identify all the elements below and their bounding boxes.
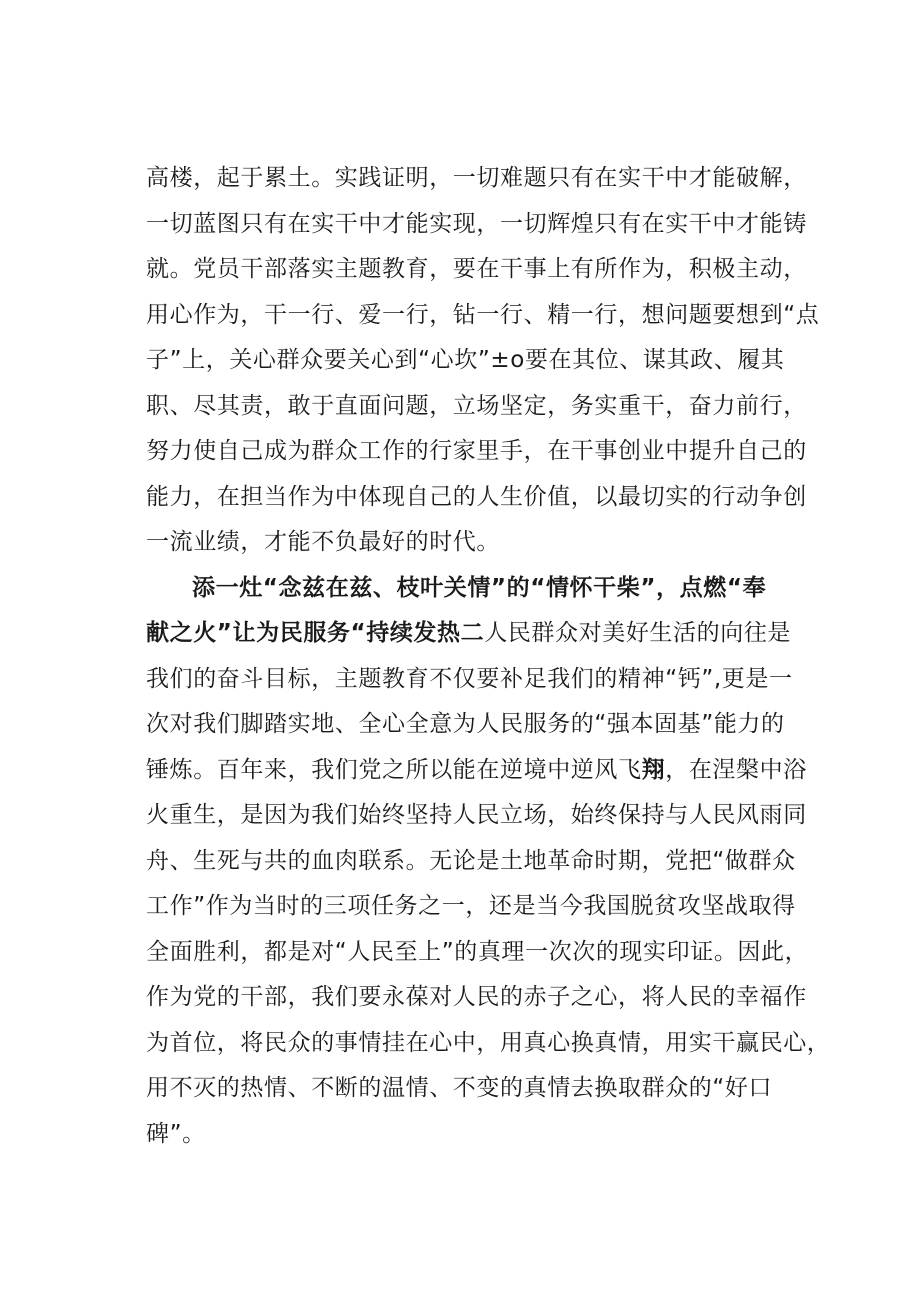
paragraph-2 <box>146 566 831 1158</box>
text-line: 碑”。 <box>146 1120 206 1147</box>
text-line: 努力使自己成为群众工作的行家里手，在干事创业中提升自己的 <box>146 438 807 464</box>
text-line: 火重生，是因为我们始终坚持人民立场，始终保持与人民风雨同 <box>146 802 807 828</box>
text-line: 工作”作为当时的三项任务之一，还是当今我国脱贫攻坚战取得 <box>146 893 796 919</box>
paragraph-heading-line: 添一灶“念兹在兹、枝叶关情”的“情怀干柴”，点燃“奉 <box>192 574 767 601</box>
text-line: 职、尽其责，敢于直面问题，立场坚定，务实重干，奋力前行， <box>146 392 807 419</box>
text-line: 次对我们脚踏实地、全心全意为人民服务的“强本固基”能力的 <box>146 711 785 737</box>
text-line: 能力，在担当作为中体现自己的人生价值，以最切实的行动争创 <box>146 483 807 510</box>
text-line: 全面胜利，都是对“人民至上”的真理一次次的现实印证。因此， <box>146 938 809 965</box>
paragraph-1 <box>146 156 820 566</box>
text-line: 一流业绩，才能不负最好的时代。 <box>146 529 500 555</box>
text-line: 我们的奋斗目标，主题教育不仅要补足我们的精神“钙”,更是一 <box>146 665 793 692</box>
text-run: 锤炼。百年来，我们党之所以能在逆境中逆风飞 <box>146 756 642 783</box>
text-line: 高楼，起于累土。实践证明，一切难题只有在实干中才能破解， <box>146 165 807 191</box>
text-line <box>146 611 792 657</box>
document-body <box>146 156 831 1157</box>
text-line: 一切蓝图只有在实干中才能实现，一切辉煌只有在实干中才能铸 <box>146 210 807 237</box>
bold-character: 翔 <box>641 756 666 783</box>
text-line: 用心作为，干一行、爱一行，钻一行、精一行，想问题要想到“点 <box>146 301 820 328</box>
text-line: 用不灭的热情、不断的温情、不变的真情去换取群众的“好口 <box>146 1075 773 1101</box>
text-line <box>146 748 807 794</box>
text-line: 舟、生死与共的血肉联系。无论是土地革命时期，党把“做群众 <box>146 847 796 874</box>
text-line: 为首位，将民众的事情挂在心中，用真心换真情，用实干赢民心， <box>146 1029 831 1056</box>
text-run: ，在涅槃中浴 <box>665 756 807 783</box>
text-line: 作为党的干部，我们要永葆对人民的赤子之心，将人民的幸福作 <box>146 984 807 1010</box>
heading-continuation: 献之火”让为民服务“持续发热二 <box>146 620 485 646</box>
text-run: 人民群众对美好生活的向往是 <box>484 620 792 646</box>
text-line: 就。党员干部落实主题教育，要在干事上有所作为，积极主动， <box>146 256 807 282</box>
text-line: 子”上，关心群众要关心到“心坎”±o要在其位、谋其政、履其 <box>146 347 785 373</box>
